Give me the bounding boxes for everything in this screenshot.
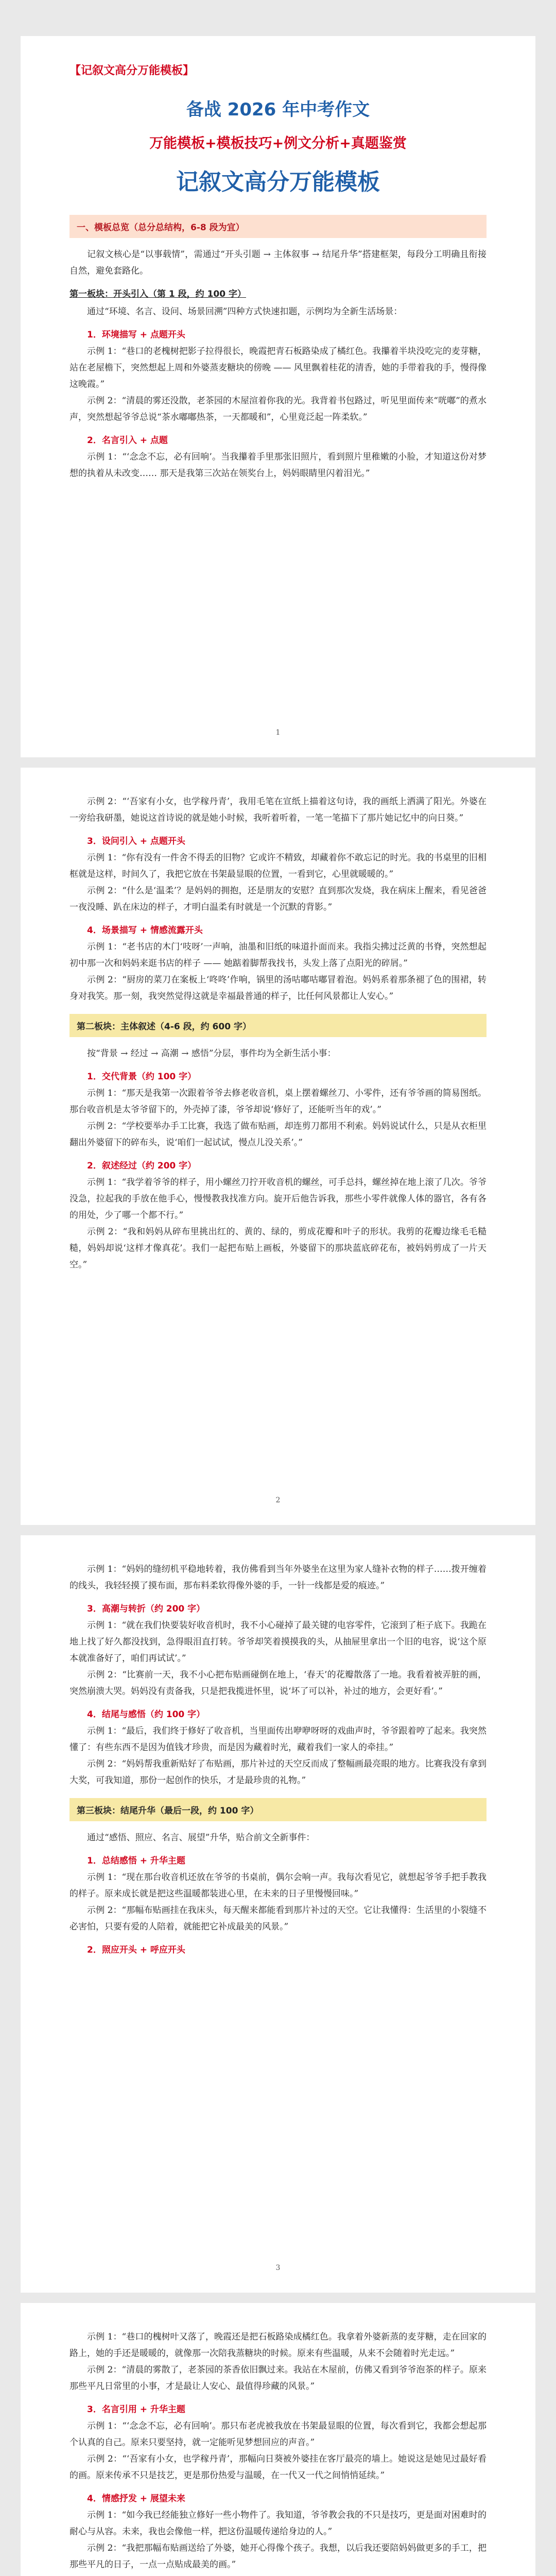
example-paragraph: 示例 2：“我把那幅布贴画送给了外婆，她开心得像个孩子。我想，以后我还要陪妈妈做更多的手工，把那些平凡的日子，一点一点贴成最美的画。” (70, 2543, 486, 2570)
example-paragraph: 示例 1：“那天是我第一次跟着爷爷去修老收音机，桌上摆着螺丝刀、小零件，还有爷爷画的简易图纸。那台收音机是太爷爷留下的，外壳掉了漆，爷爷却说‘修好了，还能听当年的戏’。” (70, 1088, 486, 1115)
page-3 (21, 1535, 535, 2293)
section-band-body: 第二板块：主体叙述（4-6 段，约 600 字） (70, 1014, 486, 1037)
subheading-2-3: 3．高潮与转折（约 200 字） (87, 1604, 205, 1614)
subheading-2-2: 2．叙述经过（约 200 字） (87, 1161, 197, 1171)
example-paragraph: 示例 2：“清晨的雾散了，老茶园的茶香依旧飘过来。我站在木屋前，仿佛又看到爷爷泡茶的样子。原来那些平凡日常里的小事，才是最让人安心、最值得珍藏的风景。” (70, 2365, 486, 2392)
example-paragraph: 示例 2：“什么是‘温柔’？是妈妈的拥抱，还是朋友的安慰？直到那次发烧，我在病床上醒来，看见爸爸一夜没睡、趴在床边的样子，才明白温柔有时就是一个沉默的背影。” (70, 886, 486, 912)
example-paragraph: 示例 1：“你有没有一件舍不得丢的旧物？它或许不精致，却藏着你不敢忘记的时光。我的书桌里的旧相框就是这样，时间久了，我把它放在书架最显眼的位置，一看到它，心里就暖暖的。” (70, 853, 486, 879)
example-paragraph: 示例 1：“‘念念不忘，必有回响’。当我攥着手里那张旧照片，看到照片里稚嫩的小脸，才知道这份对梦想的执着从未改变…… 那天是我第三次站在领奖台上，妈妈眼睛里闪着泪光。” (70, 452, 486, 479)
subheading-1-1: 1．环境描写 + 点题开头 (87, 330, 185, 340)
subheading-1-3: 3．设问引入 + 点题开头 (87, 836, 185, 846)
subheading-3-1: 1．总结感悟 + 升华主题 (87, 1856, 185, 1866)
main-title: 记叙文高分万能模板 (176, 169, 380, 195)
example-paragraph: 示例 2：“我和妈妈从碎布里挑出红的、黄的、绿的，剪成花瓣和叶子的形状。我剪的花瓣边缘毛毛糙糙，妈妈却说‘这样才像真花’。我们一起把布贴上画板，外婆留下的那块蓝底碎花布，被妈妈剪成了一片天空。” (70, 1227, 486, 1270)
example-paragraph: 示例 2：“清晨的雾还没散，老茶园的木屋渲着你我的光。我背着书包路过，听见里面传来“咣嘟”的煮水声，突然想起爷爷总说“茶水嘟嘟热茶，一天都暖和”，心里竟泛起一阵柔软。” (70, 396, 486, 422)
page-number: 3 (275, 2264, 281, 2272)
section-1-title: 第一板块：开头引入（第 1 段，约 100 字） (70, 289, 246, 299)
subheading-3-3: 3．名言引用 + 升华主题 (87, 2404, 185, 2415)
title-line-2: 万能模板+模板技巧+例文分析+真题鉴赏 (149, 135, 407, 151)
example-paragraph: 示例 1：“现在那台收音机还放在爷爷的书桌前，偶尔会响一声。我每次看见它，就想起爷爷手把手教我的样子。原来成长就是把这些温暖都装进心里，在未来的日子里慢慢回味。” (70, 1872, 486, 1899)
subheading-1-4: 4．场景描写 + 情感流露开头 (87, 925, 203, 936)
example-paragraph: 示例 1：“老书店的木门‘吱呀’一声响，油墨和旧纸的味道扑面而来。我指尖拂过泛黄的书脊，突然想起初中那一次和妈妈来逛书店的样子 —— 她踮着脚帮我找书，头发上落了点阳光的碎屑。” (70, 942, 486, 969)
subheading-2-1: 1．交代背景（约 100 字） (87, 1072, 197, 1082)
document-tag: 【记叙文高分万能模板】 (70, 64, 195, 77)
title-line-1: 备战 2026 年中考作文 (186, 99, 370, 120)
example-paragraph: 示例 2：“那幅布贴画挂在我床头，每天醒来都能看到那片补过的天空。它让我懂得：生活里的小裂缝不必害怕，只要有爱的人陪着，就能把它补成最美的风景。” (70, 1905, 486, 1932)
section-band-ending: 第三板块：结尾升华（最后一段，约 100 字） (70, 1798, 486, 1821)
section-3-intro: 通过“感悟、照应、名言、展望”升华，贴合前文全新事件： (87, 1833, 315, 1843)
subheading-3-4: 4．情感抒发 + 展望未来 (87, 2494, 185, 2504)
example-paragraph: 示例 1：“妈妈的缝纫机平稳地转着，我仿佛看到当年外婆坐在这里为家人缝补衣物的样子……拨开缠着的线头，我轻轻摸了摸布面，那布料柔软得像外婆的手，一针一线都是爱的痕迹。” (70, 1564, 486, 1591)
example-paragraph: 示例 2：“‘吾家有小女，也学稼丹青’，那幅向日葵被外婆挂在客厅最亮的墙上。她说这是她见过最好看的画。原来传承不只是技艺，更是那份热爱与温暖，在一代又一代之间悄悄延续。” (70, 2454, 486, 2481)
example-paragraph: 示例 2：“妈妈帮我重新贴好了布贴画，那片补过的天空反而成了整幅画最亮眼的地方。比赛我没有拿到大奖，可我知道，那份一起创作的快乐，才是最珍贵的礼物。” (70, 1759, 486, 1786)
example-paragraph: 示例 1：“巷口的老槐树把影子拉得很长，晚霞把青石板路染成了橘红色。我攥着半块没吃完的麦芽糖，站在老屋檐下，突然想起上周和外婆蒸麦糖块的傍晚 —— 风里飘着桂花的清香，她的手带着我的手，慢得像这晚霞。” (70, 346, 486, 389)
example-paragraph: 示例 2：“比赛前一天，我不小心把布贴画碰倒在地上，‘春天’的花瓣散落了一地。我看着被弄脏的画，突然崩溃大哭。妈妈没有责备我，只是把我揽进怀里，说‘坏了可以补，补过的地方，会更好看’。” (70, 1670, 486, 1697)
page-number: 2 (275, 1496, 281, 1504)
page-2 (21, 768, 535, 1525)
page-number: 1 (275, 728, 281, 737)
page-4 (21, 2303, 535, 2576)
section-band-overview: 一、模板总览（总分总结构，6-8 段为宜） (70, 215, 486, 238)
intro-paragraph: 记叙文核心是“以事载情”，需通过“开头引题 → 主体叙事 → 结尾升华”搭建框架，每段分工明确且衔接自然，避免套路化。 (70, 249, 486, 276)
example-paragraph: 示例 1：“如今我已经能独立修好一些小物件了。我知道，爷爷教会我的不只是技巧，更是面对困难时的耐心与从容。未来，我也会像他一样，把这份温暖传递给身边的人。” (70, 2510, 486, 2537)
example-paragraph: 示例 2：“厨房的菜刀在案板上‘咚咚’作响，锅里的汤咕嘟咕嘟冒着泡。妈妈系着那条褪了色的围裙，转身对我笑。那一刻，我突然觉得这就是幸福最普通的样子，比任何风景都让人安心。” (70, 975, 486, 1002)
example-paragraph: 示例 1：“巷口的槐树叶又落了，晚霞还是把石板路染成橘红色。我拿着外婆新蒸的麦芽糖，走在回家的路上，她的手还是暖暖的，就像那一次陪我蒸糖块的时候。原来有些温暖，从来不会随着时光走远。” (70, 2332, 486, 2359)
section-2-intro: 按“背景 → 经过 → 高潮 → 感悟”分层，事件均为全新生活小事： (87, 1048, 336, 1059)
example-paragraph: 示例 1：“最后，我们终于修好了收音机，当里面传出咿咿呀呀的戏曲声时，爷爷跟着哼了起来。我突然懂了：有些东西不是因为值钱才珍贵，而是因为藏着时光，藏着我们一家人的牵挂。” (70, 1726, 486, 1753)
subheading-2-4: 4．结尾与感悟（约 100 字） (87, 1709, 205, 1720)
section-1-intro: 通过“环境、名言、设问、场景回溯”四种方式快速扣题，示例均为全新生活场景： (87, 307, 403, 317)
example-paragraph: 示例 2：“‘吾家有小女，也学稼丹青’，我用毛笔在宣纸上描着这句诗，我的画纸上洒满了阳光。外婆在一旁给我研墨，她说这首诗说的就是她小时候，我听着听着，一笔一笔描下了那片她记忆中的向日葵。” (70, 796, 486, 823)
example-paragraph: 示例 1：“‘念念不忘，必有回响’。那只布老虎被我放在书架最显眼的位置，每次看到它，我都会想起那个认真的自己。原来只要坚持，就一定能听见梦想回应的声音。” (70, 2421, 486, 2448)
subheading-3-2: 2．照应开头 + 呼应开头 (87, 1945, 185, 1955)
example-paragraph: 示例 1：“就在我们快要装好收音机时，我不小心碰掉了最关键的电容零件，它滚到了柜子底下。我跪在地上找了好久都没找到，急得眼泪直打转。爷爷却笑着摸摸我的头，从抽屉里拿出一个旧的电容，说‘这个原本就准备好了，咱们再试试’。” (70, 1620, 486, 1664)
example-paragraph: 示例 1：“我学着爷爷的样子，用小螺丝刀拧开收音机的螺丝，可手总抖，螺丝掉在地上滚了几次。爷爷没急，拉起我的手放在他手心，慢慢教我找准方向。旋开后他告诉我，那些小零件就像人体的器官，各有各的用处，少了哪一个都不行。” (70, 1177, 486, 1221)
subheading-1-2: 2．名言引入 + 点题 (87, 435, 168, 446)
example-paragraph: 示例 2：“学校要举办手工比赛，我选了做布贴画，却连剪刀都用不利索。妈妈说试什么，只是从衣柜里翻出外婆留下的碎布头，说‘咱们一起试试，慢点儿没关系’。” (70, 1121, 486, 1148)
page-1 (21, 36, 535, 757)
